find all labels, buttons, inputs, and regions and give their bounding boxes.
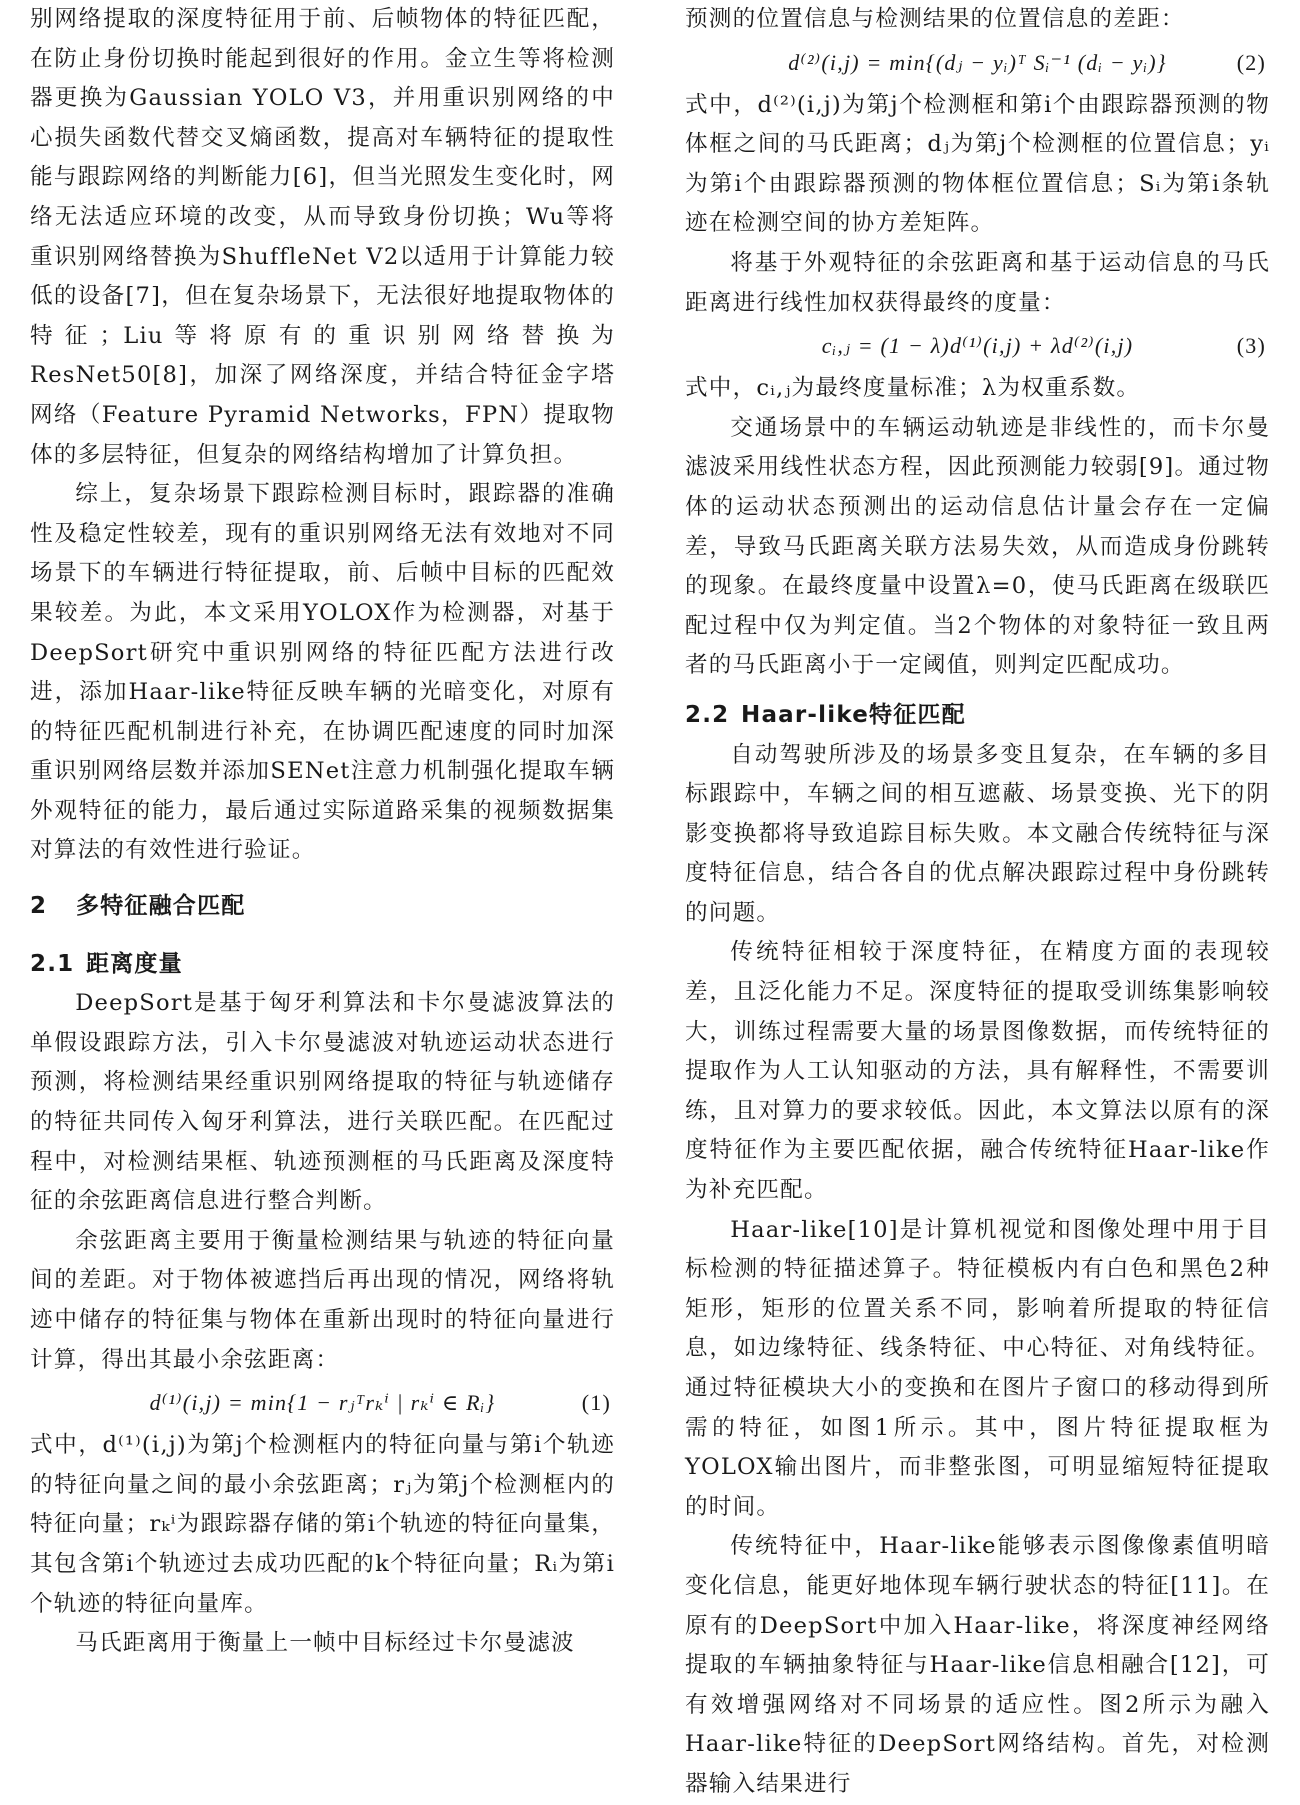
paragraph: 式中，d⁽¹⁾(i,j)为第j个检测框内的特征向量与第i个轨迹的特征向量之间的最小余弦距离；rⱼ为第j个检测框内的特征向量；rₖⁱ为跟踪器存储的第i个轨迹的特征向量集，其包含第i个轨迹过去成功匹配的k个特征向量；Rᵢ为第i个轨迹的特征向量库。 xyxy=(30,1432,615,1617)
equation-number: (2) xyxy=(1236,49,1266,75)
subsection-number: 2.1 xyxy=(30,950,75,977)
paragraph: 交通场景中的车辆运动轨迹是非线性的，而卡尔曼滤波采用线性状态方程，因此预测能力较弱[9]。通过物体的运动状态预测出的运动信息估计量会存在一定偏差，导致马氏距离关联方法易失效，从而造成身份跳转的现象。在最终度量中设置λ=0，使马氏距离在级联匹配过程中仅为判定值。当2个物体的对象特征一致且两者的马氏距离小于一定阈值，则判定匹配成功。 xyxy=(685,414,1270,679)
paragraph: 余弦距离主要用于衡量检测结果与轨迹的特征向量间的差距。对于物体被遮挡后再出现的情况，网络将轨迹中储存的特征集与物体在重新出现时的特征向量进行计算，得出其最小余弦距离： xyxy=(30,1227,615,1373)
section-heading-2 xyxy=(30,887,615,927)
equation-3 xyxy=(685,323,1270,369)
equation-1 xyxy=(30,1380,615,1426)
subsection-number: 2.2 xyxy=(685,701,730,728)
paragraph: DeepSort是基于匈牙利算法和卡尔曼滤波算法的单假设跟踪方法，引入卡尔曼滤波对轨迹运动状态进行预测，将检测结果经重识别网络提取的特征与轨迹储存的特征共同传入匈牙利算法，进行关联匹配。在匹配过程中，对检测结果框、轨迹预测框的马氏距离及深度特征的余弦距离信息进行整合判断。 xyxy=(30,990,615,1215)
section-number: 2 xyxy=(30,893,48,920)
paragraph: 自动驾驶所涉及的场景多变且复杂，在车辆的多目标跟踪中，车辆之间的相互遮蔽、场景变换、光下的阴影变换都将导致追踪目标失败。本文融合传统特征与深度特征信息，结合各自的优点解决跟踪过程中身份跳转的问题。 xyxy=(685,741,1270,926)
paragraph: 式中，d⁽²⁾(i,j)为第j个检测框和第i个由跟踪器预测的物体框之间的马氏距离；dⱼ为第j个检测框的位置信息；yᵢ为第i个由跟踪器预测的物体框位置信息；Sᵢ为第i条轨迹在检测空间的协方差矩阵。 xyxy=(685,91,1270,237)
left-column xyxy=(30,0,615,1664)
subsection-heading-2-2 xyxy=(685,696,1270,736)
equation-2 xyxy=(685,40,1270,86)
paragraph: 传统特征相较于深度特征，在精度方面的表现较差，且泛化能力不足。深度特征的提取受训练集影响较大，训练过程需要大量的场景图像数据，而传统特征的提取作为人工认知驱动的方法，具有解释性，不需要训练，且对算力的要求较低。因此，本文算法以原有的深度特征作为主要匹配依据，融合传统特征Haar-like作为补充匹配。 xyxy=(685,939,1270,1204)
equation-body: d⁽²⁾(i,j) = min{(dⱼ − yᵢ)ᵀ Sᵢ⁻¹ (dᵢ − yᵢ)} xyxy=(788,49,1167,75)
paragraph: 将基于外观特征的余弦距离和基于运动信息的马氏距离进行线性加权获得最终的度量： xyxy=(685,249,1270,316)
paragraph: 综上，复杂场景下跟踪检测目标时，跟踪器的准确性及稳定性较差，现有的重识别网络无法有效地对不同场景下的车辆进行特征提取，前、后帧中目标的匹配效果较差。为此，本文采用YOLOX作为检测器，对基于DeepSort研究中重识别网络的特征匹配方法进行改进，添加Haar-like特征反映车辆的光暗变化，对原有的特征匹配机制进行补充，在协调匹配速度的同时加深重识别网络层数并添加SENet注意力机制强化提取车辆外观特征的能力，最后通过实际道路采集的视频数据集对算法的有效性进行验证。 xyxy=(30,481,615,864)
paragraph: 传统特征中，Haar-like能够表示图像像素值明暗变化信息，能更好地体现车辆行驶状态的特征[11]。在原有的DeepSort中加入Haar-like，将深度神经网络提取的车辆抽象特征与Haar-like信息相融合[12]，可有效增强网络对不同场景的适应性。图2所示为融入Haar-like特征的DeepSort网络结构。首先，对检测器输入结果进行 xyxy=(685,1533,1270,1797)
subsection-title: Haar-like特征匹配 xyxy=(741,701,966,728)
paragraph: 别网络提取的深度特征用于前、后帧物体的特征匹配，在防止身份切换时能起到很好的作用。金立生等将检测器更换为Gaussian YOLO V3，并用重识别网络的中心损失函数代替交叉熵函数，提高对车辆特征的提取性能与跟踪网络的判断能力[6]，但当光照发生变化时，网络无法适应环境的改变，从而导致身份切换；Wu等将重识别网络替换为ShuffleNet V2以适用于计算能力较低的设备[7]，但在复杂场景下，无法很好地提取物体的特征；Liu等将原有的重识别网络替换为ResNet50[8]，加深了网络深度，并结合特征金字塔网络（Feature Pyramid Networks，FPN）提取物体的多层特征，但复杂的网络结构增加了计算负担。 xyxy=(30,6,615,468)
paragraph: Haar-like[10]是计算机视觉和图像处理中用于目标检测的特征描述算子。特征模板内有白色和黑色2种矩形，矩形的位置关系不同，影响着所提取的特征信息，如边缘特征、线条特征、中心特征、对角线特征。通过特征模块大小的变换和在图片子窗口的移动得到所需的特征，如图1所示。其中，图片特征提取框为YOLOX输出图片，而非整张图，可明显缩短特征提取的时间。 xyxy=(685,1216,1270,1520)
subsection-heading-2-1 xyxy=(30,945,615,985)
equation-number: (1) xyxy=(581,1390,611,1416)
paragraph: 马氏距离用于衡量上一帧中目标经过卡尔曼滤波 xyxy=(75,1630,575,1657)
paragraph: 式中，cᵢ,ⱼ为最终度量标准；λ为权重系数。 xyxy=(685,375,1141,402)
right-column xyxy=(685,0,1270,1805)
equation-body: d⁽¹⁾(i,j) = min{1 − rⱼᵀrₖⁱ | rₖⁱ ∈ Rᵢ} xyxy=(149,1390,496,1416)
paragraph: 预测的位置信息与检测结果的位置信息的差距： xyxy=(685,6,1185,32)
subsection-title: 距离度量 xyxy=(86,950,183,977)
equation-number: (3) xyxy=(1236,333,1266,359)
section-title: 多特征融合匹配 xyxy=(76,893,246,920)
equation-body: cᵢ,ⱼ = (1 − λ)d⁽¹⁾(i,j) + λd⁽²⁾(i,j) xyxy=(821,333,1134,359)
